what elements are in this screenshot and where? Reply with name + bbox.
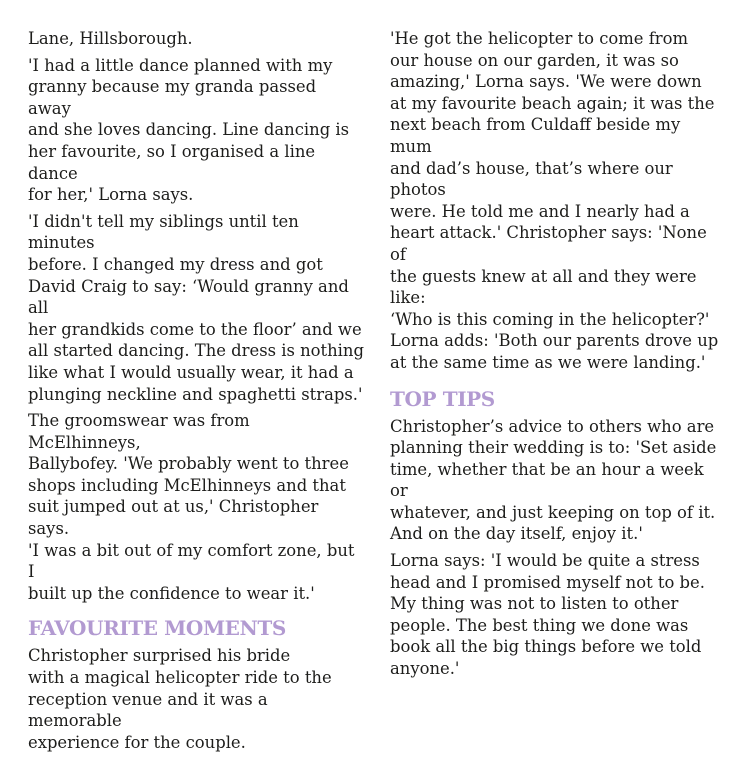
section-heading: FAVOURITE MOMENTS bbox=[28, 616, 286, 641]
paragraph: Christopher surprised his bride with a magical helicopter ride to the reception venue and it was a memorable experience for the couple. bbox=[28, 646, 332, 752]
paragraph: 'He got the helicopter to come from our house on our garden, it was so amazing,' Lorna says. 'We were down at my favourite beach again; it was the next beach from Culdaff beside my mum and dad’s house, that’s where our photos were. He told me and I nearly had a heart attack.' Christopher says: 'None of the guests knew at all and they were like: ‘Who is this coming in the helicopter?' Lorna adds: 'Both our parents drove up at the same time as we were landing.' bbox=[390, 29, 719, 372]
paragraph: 'I didn't tell my siblings until ten minutes before. I changed my dress and got David Craig to say: ‘Would granny and all her grandkids come to the floor’ and we all started dancing. The dress is nothing like what I would usually wear, it had a plunging neckline and spaghetti straps.' bbox=[28, 211, 364, 404]
left-column bbox=[28, 28, 364, 758]
paragraph: Lorna says: 'I would be quite a stress head and I promised myself not to be. My thing was not to listen to other people. The best thing we done was book all the big things before we told anyone.' bbox=[390, 551, 705, 679]
paragraph: The groomswear was from McElhinneys, Ballybofey. 'We probably went to three shops including McElhinneys and that suit jumped out at us,' Christopher says. 'I was a bit out of my comfort zone, but I built up the confidence to wear it.' bbox=[28, 411, 355, 603]
paragraph: Lane, Hillsborough. bbox=[28, 29, 193, 48]
right-column bbox=[390, 28, 726, 685]
section-heading: TOP TIPS bbox=[390, 386, 495, 411]
paragraph: 'I had a little dance planned with my granny because my granda passed away and she loves dancing. Line dancing is her favourite, so I organised a line dance for her,' Lorna says. bbox=[28, 55, 350, 205]
paragraph: Christopher’s advice to others who are planning their wedding is to: 'Set aside time, whether that be an hour a week or whatever, and just keeping on top of it. And on the day itself, enjoy it.' bbox=[390, 416, 717, 544]
